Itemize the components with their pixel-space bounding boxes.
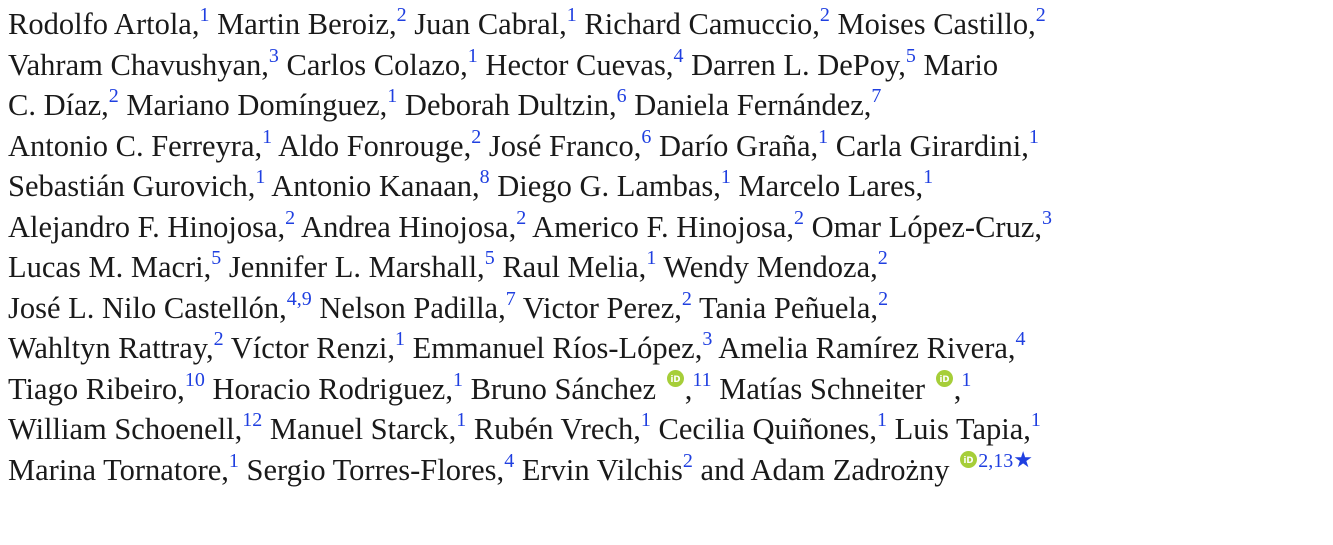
affiliation-link[interactable]: 1 xyxy=(456,409,467,431)
author-line: Alejandro F. Hinojosa,$^2$ Andrea Hinojosa,$^2$ Americo F. Hinojosa,$^2$ Omar López-Cruz,$^3$ xyxy=(8,206,1052,244)
author-list xyxy=(8,4,1330,490)
affiliation-link[interactable]: 1 xyxy=(387,85,398,107)
affiliation-link[interactable]: 3 xyxy=(702,328,713,350)
affiliation-link[interactable]: 4 xyxy=(1015,328,1026,350)
affiliation-link[interactable]: 8 xyxy=(479,166,490,188)
affiliation-link[interactable]: 1 xyxy=(467,44,478,67)
orcid-icon[interactable] xyxy=(936,370,953,387)
author-line: William Schoenell,$^{12}$ Manuel Starck,$^1$ Rubén Vrech,$^1$ Cecilia Quiñones,$^1$ Luis Tapia,$^1$ xyxy=(8,409,1041,446)
affiliation-link[interactable]: 2 xyxy=(285,206,296,229)
author-line: C. Díaz,$^2$ Mariano Domínguez,$^1$ Deborah Dultzin,$^6$ Daniela Fernández,$^7$ xyxy=(8,85,882,122)
affiliation-link[interactable]: 1 xyxy=(877,409,888,431)
affiliation-link[interactable]: 1 xyxy=(452,368,463,391)
affiliation-link[interactable]: 2 xyxy=(516,206,527,229)
author-line: Antonio C. Ferreyra,$^1$ Aldo Fonrouge,$^2$ José Franco,$^6$ Darío Graña,$^1$ Carla Girardini,$^1$ xyxy=(8,125,1039,163)
author-line: Lucas M. Macri,$^5$ Jennifer L. Marshall,$^5$ Raul Melia,$^1$ Wendy Mendoza,$^2$ xyxy=(8,247,888,284)
affiliation-link[interactable]: 5 xyxy=(484,247,495,269)
affiliation-link[interactable]: 4,9 xyxy=(286,287,312,310)
author-line: Tiago Ribeiro,$^{10}$ Horacio Rodriguez,$^1$ Bruno Sánchez iD ,$^{11}$ Matías Schneiter iD ,$^1$ xyxy=(8,368,972,406)
affiliation-link[interactable]: 1 xyxy=(923,166,934,188)
affiliation-link[interactable]: 1 xyxy=(1030,409,1041,431)
svg-text:iD: iD xyxy=(670,374,681,385)
orcid-icon[interactable] xyxy=(667,370,684,387)
affiliation-link[interactable]: 2 xyxy=(108,85,119,107)
author-line: Marina Tornatore,$^1$ Sergio Torres-Flores,$^4$ Ervin Vilchis$^2$ and Adam Zadrożny iD $^{2,13★}$ xyxy=(8,446,1033,487)
affiliation-link[interactable]: 2 xyxy=(681,287,692,310)
affiliation-link[interactable]: 1 xyxy=(1028,125,1039,148)
affiliation-link[interactable]: 4 xyxy=(673,44,684,67)
affiliation-link[interactable]: 1 xyxy=(228,449,239,472)
affiliation-link[interactable]: 1 xyxy=(395,328,406,350)
orcid-icon[interactable] xyxy=(960,451,977,468)
author-line: Vahram Chavushyan,$^3$ Carlos Colazo,$^1$ Hector Cuevas,$^4$ Darren L. DePoy,$^5$ Mario xyxy=(8,44,999,82)
affiliation-link[interactable]: 1 xyxy=(961,368,972,391)
author-line: Wahltyn Rattray,$^2$ Víctor Renzi,$^1$ Emmanuel Ríos-López,$^3$ Amelia Ramírez Rivera,$^4$ xyxy=(8,328,1026,365)
author-line: Sebastián Gurovich,$^1$ Antonio Kanaan,$^8$ Diego G. Lambas,$^1$ Marcelo Lares,$^1$ xyxy=(8,166,934,203)
affiliation-link[interactable]: 1 xyxy=(640,409,651,431)
star-icon[interactable]: ★ xyxy=(1013,446,1033,472)
affiliation-link[interactable]: 2 xyxy=(396,4,407,26)
affiliation-link[interactable]: 3 xyxy=(268,44,279,67)
svg-text:iD: iD xyxy=(939,374,950,385)
affiliation-link[interactable]: 1 xyxy=(566,4,577,26)
affiliation-link[interactable]: 11 xyxy=(692,368,712,391)
author-line: José L. Nilo Castellón,$^{4,9}$ Nelson Padilla,$^7$ Victor Perez,$^2$ Tania Peñuela,$^2$ xyxy=(8,287,889,325)
affiliation-link[interactable]: 2 xyxy=(794,206,805,229)
affiliation-link[interactable]: 1 xyxy=(646,247,657,269)
affiliation-link[interactable]: 3 xyxy=(1041,206,1052,229)
affiliation-link[interactable]: 7 xyxy=(871,85,882,107)
affiliation-link[interactable]: 2 xyxy=(1035,4,1046,26)
svg-text:iD: iD xyxy=(963,455,974,466)
affiliation-link[interactable]: 4 xyxy=(504,449,515,472)
affiliation-link[interactable]: 2 xyxy=(819,4,830,26)
affiliation-link[interactable]: 6 xyxy=(616,85,627,107)
affiliation-link[interactable]: 1 xyxy=(255,166,266,188)
affiliation-link[interactable]: 2 xyxy=(682,449,693,472)
affiliation-link[interactable]: 2 xyxy=(878,287,889,310)
author-line: Rodolfo Artola,$^1$ Martin Beroiz,$^2$ Juan Cabral,$^1$ Richard Camuccio,$^2$ Moises Castillo,$^2$ xyxy=(8,4,1046,41)
affiliation-link[interactable]: 1 xyxy=(262,125,273,148)
affiliation-link[interactable]: 1 xyxy=(199,4,210,26)
affiliation-link[interactable]: 5 xyxy=(905,44,916,67)
affiliation-link[interactable]: 5 xyxy=(211,247,222,269)
affiliation-link[interactable]: 6 xyxy=(641,125,652,148)
affiliation-link[interactable]: 2,13 xyxy=(978,449,1014,472)
affiliation-link[interactable]: 1 xyxy=(818,125,829,148)
affiliation-link[interactable]: 2 xyxy=(213,328,224,350)
affiliation-link[interactable]: 2 xyxy=(471,125,482,148)
affiliation-link[interactable]: 10 xyxy=(184,368,205,391)
affiliation-link[interactable]: 12 xyxy=(242,409,263,431)
affiliation-link[interactable]: 2 xyxy=(877,247,888,269)
affiliation-link[interactable]: 1 xyxy=(720,166,731,188)
affiliation-link[interactable]: 7 xyxy=(505,287,516,310)
